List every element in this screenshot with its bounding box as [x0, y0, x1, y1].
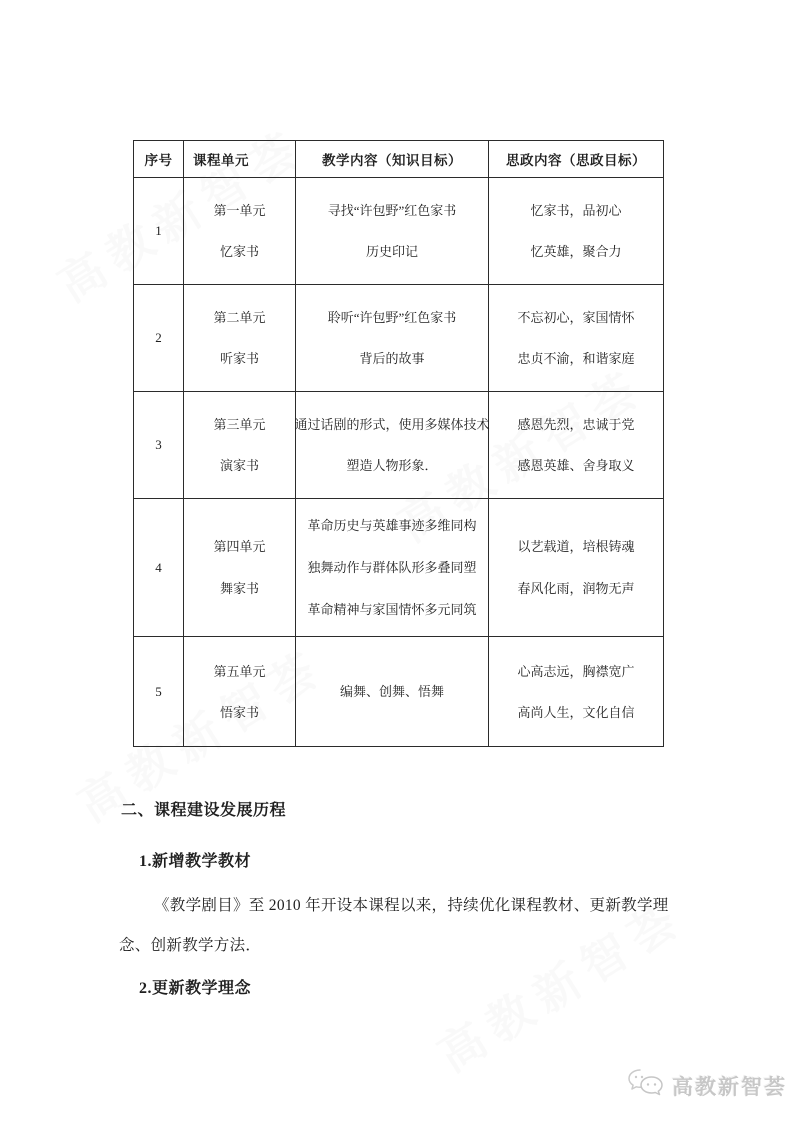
- table-header-row: [134, 141, 664, 178]
- cell-line: 忠贞不渝，和谐家庭: [517, 351, 635, 366]
- content-cell: [296, 519, 488, 616]
- cell-line: 编舞、创舞、悟舞: [339, 684, 444, 699]
- chat-bubbles-logo-icon: [627, 1068, 665, 1103]
- row-number: 2: [134, 285, 184, 392]
- subsection-heading-2: 2.更新教学理念: [139, 980, 252, 997]
- cell-line: 第三单元: [213, 417, 266, 432]
- row-number: 4: [134, 499, 184, 637]
- table-row: [134, 285, 664, 392]
- cell-line: 塑造人物形象．: [346, 458, 438, 473]
- cell-line: 第四单元: [213, 539, 266, 554]
- cell-line: 寻找“许包野”红色家书: [327, 203, 457, 218]
- unit-cell: [184, 665, 295, 719]
- cell-line: 以艺载道，培根铸魂: [517, 539, 635, 554]
- header-cell-teaching-content: 教学内容（知识目标）: [296, 141, 489, 178]
- cell-line: 忆英雄，聚合力: [530, 244, 622, 259]
- header-cell-number: 序号: [134, 141, 184, 178]
- cell-line: 第一单元: [213, 203, 266, 218]
- cell-line: 心高志远，胸襟宽广: [517, 663, 635, 679]
- cell-line: 聆听“许包野”红色家书: [327, 310, 457, 325]
- ideology-cell: [489, 311, 663, 365]
- section-heading: 二、课程建设发展历程: [121, 802, 287, 819]
- content-cell: [296, 685, 488, 698]
- cell-line: 悟家书: [219, 704, 259, 720]
- row-number: 1: [134, 178, 184, 285]
- unit-cell: [184, 418, 295, 472]
- cell-line: 感恩先烈，忠诚于党: [517, 417, 635, 432]
- content-cell: [296, 204, 488, 258]
- cell-line: 独舞动作与群体队形多叠同塑: [307, 560, 477, 575]
- cell-line: 不忘初心，家国情怀: [517, 310, 635, 325]
- unit-cell: [184, 540, 295, 595]
- paragraph-line: 《教学剧目》至 2010 年开设本课程以来，持续优化课程教材、更新教学理: [154, 897, 669, 914]
- ideology-cell: [489, 204, 663, 258]
- ideology-cell: [489, 540, 663, 595]
- row-number: 5: [134, 637, 184, 747]
- cell-line: 忆家书，品初心: [530, 203, 622, 218]
- table-row: [134, 637, 664, 747]
- content-cell: [296, 311, 488, 365]
- header-cell-unit: 课程单元: [184, 141, 296, 178]
- cell-line: 演家书: [219, 458, 259, 473]
- paragraph-line: 念、创新教学方法．: [119, 937, 262, 954]
- brand-watermark-text: 高教新智荟: [672, 1075, 787, 1099]
- cell-line: 第五单元: [213, 663, 266, 679]
- header-cell-ideology-content: 思政内容（思政目标）: [489, 141, 664, 178]
- cell-line: 革命历史与英雄事迹多维同构: [307, 518, 477, 533]
- unit-cell: [184, 311, 295, 365]
- subsection-heading-1: 1.新增教学教材: [139, 853, 252, 870]
- cell-line: 忆家书: [219, 244, 259, 259]
- cell-line: 舞家书: [219, 581, 259, 596]
- content-cell: [296, 418, 488, 472]
- ideology-cell: [489, 665, 663, 719]
- table-row: [134, 392, 664, 499]
- cell-line: 第二单元: [213, 310, 266, 325]
- unit-cell: [184, 204, 295, 258]
- brand-watermark: [627, 1068, 787, 1103]
- row-number: 3: [134, 392, 184, 499]
- ideology-cell: [489, 418, 663, 472]
- cell-line: 春风化雨，润物无声: [517, 581, 635, 596]
- table-row: [134, 178, 664, 285]
- cell-line: 革命精神与家国情怀多元同筑: [307, 602, 477, 617]
- cell-line: 感恩英雄、舍身取义: [517, 458, 635, 473]
- cell-line: 听家书: [219, 351, 259, 366]
- cell-line: 背后的故事: [359, 351, 425, 366]
- cell-line: 高尚人生，文化自信: [517, 704, 635, 720]
- cell-line: 历史印记: [365, 244, 418, 259]
- cell-line: 通过话剧的形式，使用多媒体技术: [294, 417, 490, 432]
- course-units-table: [133, 140, 664, 747]
- table-row: [134, 499, 664, 637]
